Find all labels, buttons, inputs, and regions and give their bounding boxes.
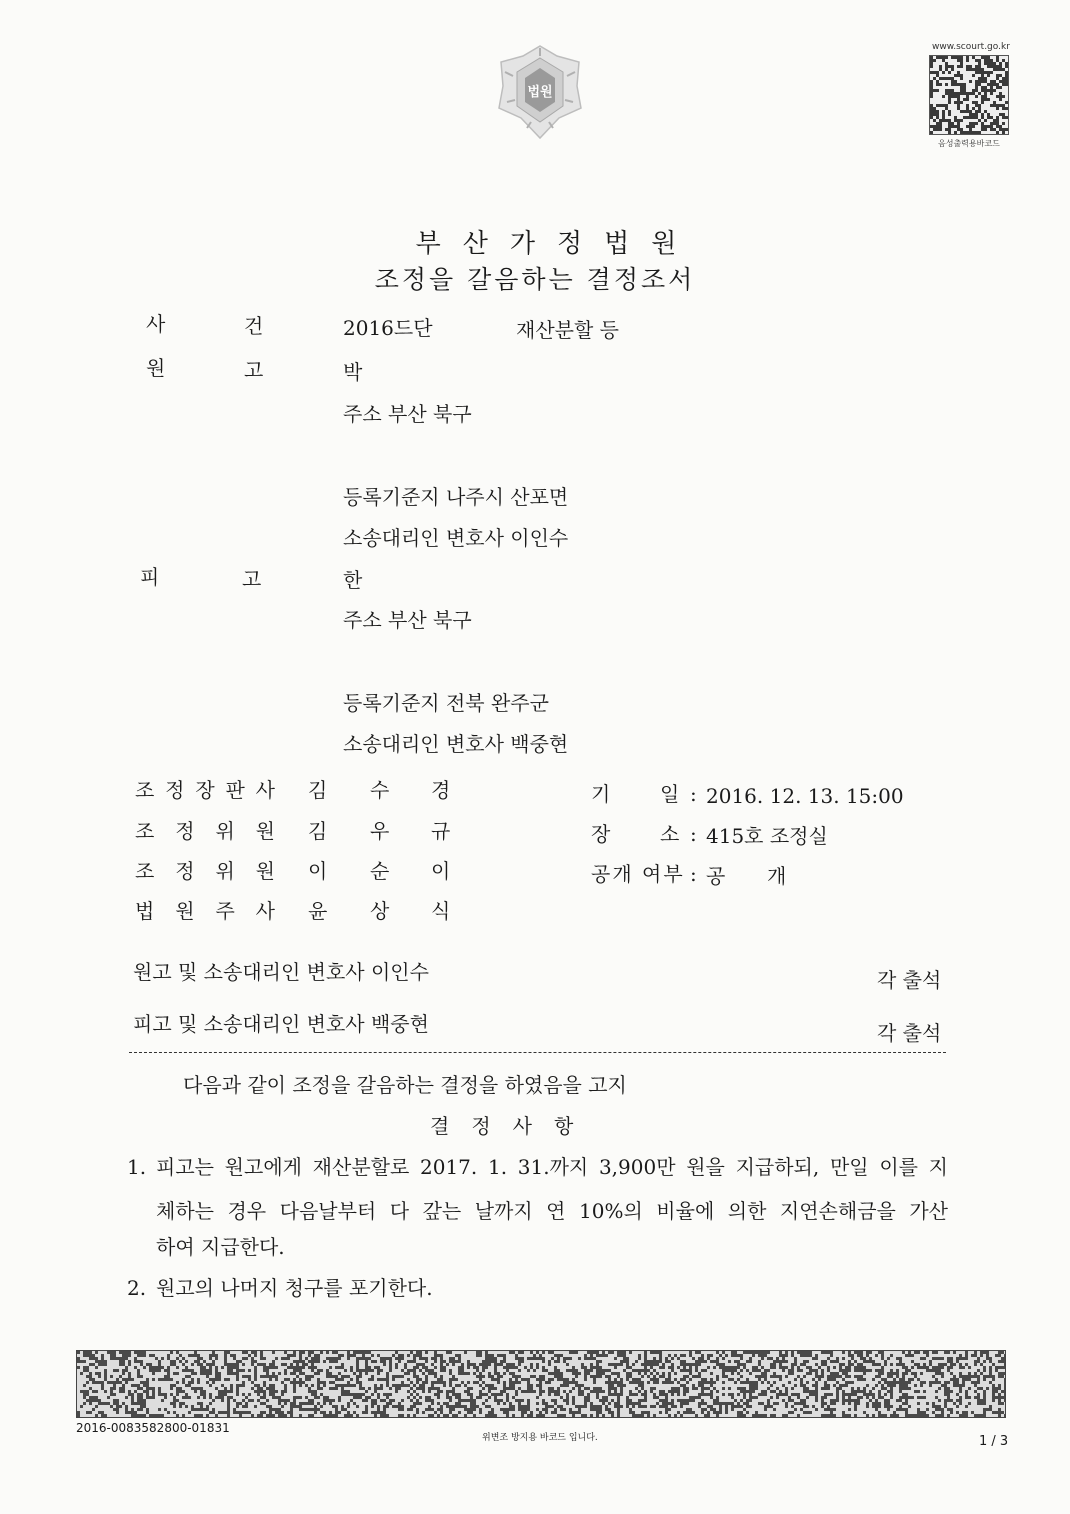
place-label-1: 장 [591,822,611,846]
dashed-divider [129,1052,946,1053]
official-role-char: 원 [255,819,275,843]
date-label-1: 기 [591,782,611,806]
official-name-char: 김 [308,778,328,802]
court-emblem-icon [497,42,583,142]
attendance-party-1: 원고 및 소송대리인 변호사 이인수 [133,960,429,984]
official-role-char: 원 [175,899,195,923]
official-role [135,899,275,923]
official-role-char: 사 [255,899,275,923]
official-role-char: 장 [195,778,215,802]
official-name-char: 이 [431,859,451,883]
decision-1-line-1: 피고는 원고에게 재산분할로 2017. 1. 31.까지 3,900만 원을 지급하되, 만일 이를 지 [156,1155,948,1179]
public-value-1: 공 [706,864,726,888]
case-label-1: 사 [146,312,166,336]
decision-1-line-2: 체하는 경우 다음날부터 다 갚는 날까지 연 10%의 비율에 의한 지연손해금을 가산 [156,1199,948,1223]
official-role [135,778,275,802]
official-name-char: 규 [431,819,451,843]
defendant-address: 주소 부산 북구 [343,608,472,632]
official-role-char: 주 [215,899,235,923]
official-role [135,819,275,843]
decision-1-num: 1. [127,1155,147,1179]
decision-2-line-1: 원고의 나머지 청구를 포기한다. [156,1276,433,1300]
decision-1-line-3: 하여 지급한다. [156,1235,285,1259]
anti-forgery-barcode-icon [76,1350,1006,1418]
case-label-2: 건 [244,314,264,338]
official-name-char: 상 [370,899,390,923]
date-label-2: 일 [660,782,680,806]
plaintiff-label-1: 원 [146,356,166,380]
official-role-char: 조 [135,778,155,802]
official-role-char: 원 [255,859,275,883]
qr-code-icon [929,55,1009,135]
official-role-char: 위 [215,819,235,843]
official-role-char: 판 [225,778,245,802]
official-name-char: 순 [370,859,390,883]
official-name-char: 우 [370,819,390,843]
official-name-char: 김 [308,819,328,843]
defendant-name: 한 [343,568,363,592]
announcement: 다음과 같이 조정을 갈음하는 결정을 하였음을 고지 [183,1073,627,1097]
official-role-char: 정 [175,859,195,883]
official-role-char: 조 [135,819,155,843]
qr-url: www.scourt.go.kr [932,42,1010,52]
emblem-text: 법원 [527,85,553,100]
page-number: 1 / 3 [979,1434,1009,1449]
official-role-char: 사 [255,778,275,802]
decision-2-num: 2. [127,1276,147,1300]
official-role-char: 법 [135,899,155,923]
plaintiff-name: 박 [343,360,363,384]
official-role-char: 위 [215,859,235,883]
court-name: 부산가정법원 [415,229,699,259]
official-name-char: 윤 [308,899,328,923]
public-value-2: 개 [767,864,787,888]
decision-heading: 결정사항 [430,1114,596,1138]
date-colon: : [690,782,697,806]
official-name-char: 경 [431,778,451,802]
qr-caption: 음성출력용바코드 [938,139,1000,148]
official-name-char: 식 [431,899,451,923]
public-colon: : [690,862,697,886]
defendant-label-1: 피 [140,565,160,589]
defendant-registry: 등록기준지 전북 완주군 [343,691,549,715]
plaintiff-label-2: 고 [244,358,264,382]
attendance-status-1: 각 출석 [877,968,942,992]
place-value: 415호 조정실 [706,824,828,848]
place-colon: : [690,822,697,846]
official-role-char: 정 [165,778,185,802]
defendant-counsel: 소송대리인 변호사 백중현 [343,732,569,756]
case-number: 2016드단 [343,316,433,340]
plaintiff-address: 주소 부산 북구 [343,402,472,426]
official-role-char: 정 [175,819,195,843]
barcode-note: 위변조 방지용 바코드 입니다. [482,1433,598,1443]
official-role [135,859,275,883]
date-value: 2016. 12. 13. 15:00 [706,784,904,808]
case-subject: 재산분할 등 [516,318,619,342]
official-role-char: 조 [135,859,155,883]
plaintiff-counsel: 소송대리인 변호사 이인수 [343,526,569,550]
document-title: 조정을 갈음하는 결정조서 [374,265,696,294]
document-number: 2016-0083582800-01831 [76,1421,230,1435]
public-label: 공개 여부 [591,862,685,886]
place-label-2: 소 [660,822,680,846]
official-name-char: 이 [308,859,328,883]
plaintiff-registry: 등록기준지 나주시 산포면 [343,485,569,509]
official-name-char: 수 [370,778,390,802]
attendance-status-2: 각 출석 [877,1021,942,1045]
attendance-party-2: 피고 및 소송대리인 변호사 백중현 [133,1012,429,1036]
defendant-label-2: 고 [242,567,262,591]
